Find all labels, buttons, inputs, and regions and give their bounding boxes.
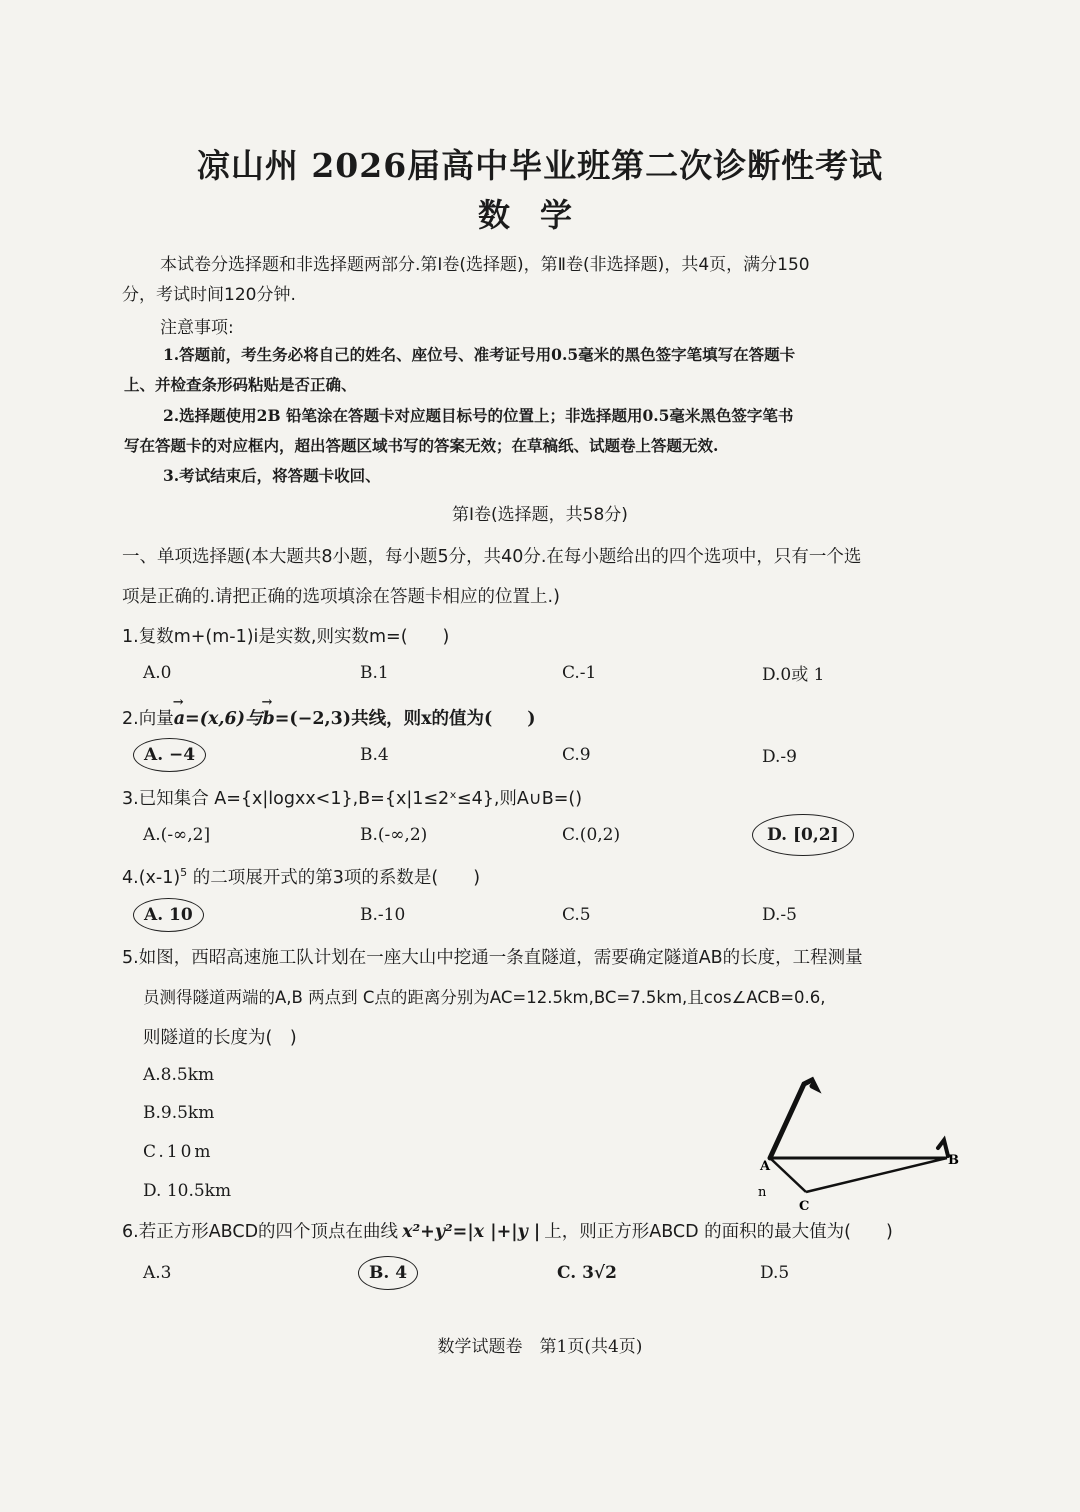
q2-option-d[interactable]: D.-9 bbox=[762, 747, 797, 767]
answer-circle-q4: A. 10 bbox=[133, 898, 204, 932]
q5-option-a[interactable]: A.8.5km bbox=[143, 1065, 215, 1085]
question-6-stem: 6.若正方形ABCD的四个顶点在曲线 x²+y²=|x |+|y | 上，则正方形ABCD 的面积的最大值为( ) bbox=[122, 1222, 893, 1242]
answer-circle-q3: D. [0,2] bbox=[752, 814, 854, 856]
page-footer: 数学试题卷 第1页(共4页) bbox=[437, 1337, 643, 1357]
part1-instructions-line-2: 项是正确的.请把正确的选项填涂在答题卡相应的位置上.) bbox=[122, 587, 560, 607]
q2-option-c[interactable]: C.9 bbox=[562, 745, 591, 765]
label-b: B bbox=[948, 1153, 959, 1168]
q1-option-c[interactable]: C.-1 bbox=[562, 663, 597, 683]
segment-ac bbox=[770, 1158, 806, 1192]
q5-option-d[interactable]: D. 10.5km bbox=[143, 1181, 232, 1201]
q5-option-c[interactable]: C.10m bbox=[143, 1142, 214, 1162]
note-1-line-2: 上、并检查条形码粘贴是否正确、 bbox=[124, 375, 357, 394]
q4-option-b[interactable]: B.-10 bbox=[360, 905, 406, 925]
question-3-stem: 3.已知集合 A={x|logxx<1},B={x|1≤2ˣ≤4},则A∪B=() bbox=[122, 789, 583, 809]
note-2-line-2: 写在答题卡的对应框内，超出答题区域书写的答案无效；在草稿纸、试题卷上答题无效. bbox=[124, 436, 719, 455]
label-c: C bbox=[799, 1199, 810, 1214]
q3-option-a[interactable]: A.(-∞,2] bbox=[143, 825, 211, 845]
question-4-stem: $4.(x-1)^5$ 的二项展开式的第3项的系数是( ) bbox=[122, 866, 481, 888]
vector-arrow-icon: → bbox=[172, 695, 184, 710]
q1-option-b[interactable]: B.1 bbox=[360, 663, 389, 683]
vector-b: → b bbox=[261, 695, 275, 729]
subject-title: 数学 bbox=[477, 196, 602, 234]
part1-instructions-line-1: 一、单项选择题(本大题共8小题，每小题5分，共40分.在每小题给出的四个选项中，只有一个选 bbox=[122, 547, 862, 567]
q5-option-b[interactable]: B.9.5km bbox=[143, 1103, 215, 1123]
b-tick-mark bbox=[938, 1140, 948, 1156]
q6-option-b[interactable] bbox=[368, 1263, 418, 1283]
q4-option-d[interactable]: D.-5 bbox=[762, 905, 797, 925]
tunnel-figure bbox=[752, 1070, 972, 1220]
question-1-stem: 1.复数m+(m-1)i是实数,则实数m=( ) bbox=[122, 627, 450, 647]
q2-stem-mid2: =(−2,3)共线，则x的值为( ) bbox=[274, 709, 536, 729]
section-title: 第Ⅰ卷(选择题，共58分) bbox=[452, 505, 628, 525]
intro-line-2: 分，考试时间120分钟. bbox=[122, 285, 296, 305]
note-1-line-1: 1.答题前，考生务必将自己的姓名、座位号、准考证号用0.5毫米的黑色签字笔填写在答题卡 bbox=[163, 345, 796, 364]
question-5-line-2: 员测得隧道两端的A,B 两点到 C点的距离分别为AC=12.5km,BC=7.5km,且cos∠ACB=0.6, bbox=[143, 988, 826, 1007]
answer-circle-q2: A. −4 bbox=[133, 738, 206, 772]
curve-equation: x²+y²=|x |+|y | bbox=[402, 1222, 541, 1242]
q2-option-b[interactable]: B.4 bbox=[360, 745, 389, 765]
q6-option-c[interactable]: C. 3√2 bbox=[557, 1263, 617, 1283]
q3-option-d[interactable] bbox=[762, 825, 854, 845]
note-3: 3.考试结束后，将答题卡收回、 bbox=[163, 466, 381, 485]
q1-option-a[interactable]: A.0 bbox=[143, 663, 172, 683]
q2-stem-prefix: 2.向量 bbox=[122, 709, 174, 729]
q2-option-a[interactable] bbox=[143, 745, 206, 765]
question-5-line-1: 5.如图，西昭高速施工队计划在一座大山中挖通一条直隧道，需要确定隧道AB的长度，工程测量 bbox=[122, 948, 863, 968]
label-a: A bbox=[760, 1159, 771, 1174]
intro-line-1: 本试卷分选择题和非选择题两部分.第Ⅰ卷(选择题)，第Ⅱ卷(非选择题)，共4页，满分150 bbox=[160, 255, 810, 275]
answer-circle-q6: B. 4 bbox=[358, 1256, 418, 1290]
q4-option-c[interactable]: C.5 bbox=[562, 905, 591, 925]
segment-bc bbox=[806, 1158, 947, 1192]
q2-stem-mid: =(x,6)与 bbox=[185, 709, 263, 729]
vector-a: → a bbox=[172, 695, 186, 729]
q1-option-d[interactable]: D.0或 1 bbox=[762, 665, 825, 685]
question-2-stem bbox=[122, 695, 536, 730]
q3-option-c[interactable]: C.(0,2) bbox=[562, 825, 621, 845]
mountain-edge-line bbox=[770, 1080, 816, 1158]
question-5-line-3: 则隧道的长度为( ) bbox=[143, 1028, 297, 1048]
note-2-line-1: 2.选择题使用2B 铅笔涂在答题卡对应题目标号的位置上；非选择题用0.5毫米黑色签字笔书 bbox=[163, 406, 794, 425]
vector-arrow-icon: → bbox=[261, 695, 273, 710]
exam-title: 凉山州 2026届高中毕业班第二次诊断性考试 bbox=[196, 146, 884, 185]
q6-option-d[interactable]: D.5 bbox=[760, 1263, 790, 1283]
q3-option-b[interactable]: B.(-∞,2) bbox=[360, 825, 428, 845]
notes-heading: 注意事项: bbox=[160, 318, 234, 338]
q6-option-a[interactable]: A.3 bbox=[143, 1263, 172, 1283]
label-mark: n bbox=[758, 1185, 767, 1200]
q4-option-a[interactable] bbox=[143, 905, 204, 925]
